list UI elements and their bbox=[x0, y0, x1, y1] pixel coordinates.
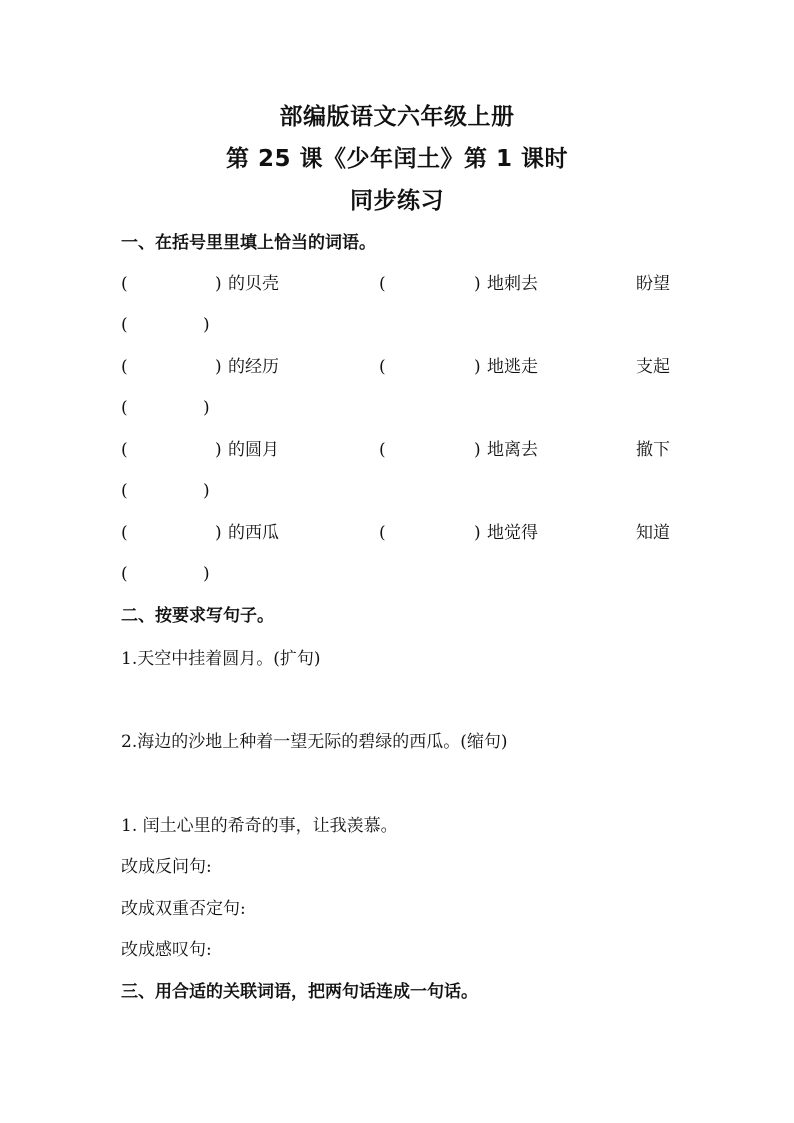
open-paren: ( bbox=[121, 357, 128, 377]
close-paren: ) bbox=[474, 523, 481, 543]
fill-row bbox=[0, 439, 794, 461]
phrase-b: 地刺去 bbox=[487, 274, 538, 294]
close-paren: ) bbox=[203, 564, 210, 584]
close-paren: ) bbox=[474, 440, 481, 460]
fill-row bbox=[0, 522, 794, 544]
phrase-c: 撤下 bbox=[636, 440, 670, 460]
close-paren: ) bbox=[203, 315, 210, 335]
open-paren: ( bbox=[379, 523, 386, 543]
fill-row-wrap bbox=[0, 397, 794, 419]
lesson-title: 第 25 课《少年闰土》第 1 课时 bbox=[225, 146, 569, 172]
phrase-a: 的西瓜 bbox=[228, 523, 279, 543]
phrase-c: 支起 bbox=[636, 357, 670, 377]
rewrite-rhetorical: 改成反问句: bbox=[121, 857, 212, 877]
fill-row bbox=[0, 273, 794, 295]
close-paren: ) bbox=[215, 523, 222, 543]
open-paren: ( bbox=[121, 481, 128, 501]
section1-heading: 一、在括号里里填上恰当的词语。 bbox=[121, 233, 376, 253]
fill-row-wrap bbox=[0, 563, 794, 585]
fill-row bbox=[0, 356, 794, 378]
doc-title: 部编版语文六年级上册 bbox=[279, 104, 515, 130]
question-rewrite: 1. 闰土心里的希奇的事，让我羡慕。 bbox=[121, 816, 398, 836]
open-paren: ( bbox=[379, 440, 386, 460]
close-paren: ) bbox=[474, 274, 481, 294]
close-paren: ) bbox=[215, 357, 222, 377]
open-paren: ( bbox=[121, 564, 128, 584]
open-paren: ( bbox=[121, 398, 128, 418]
phrase-b: 地觉得 bbox=[487, 523, 538, 543]
close-paren: ) bbox=[474, 357, 481, 377]
open-paren: ( bbox=[121, 274, 128, 294]
phrase-b: 地逃走 bbox=[487, 357, 538, 377]
doc-subtitle: 同步练习 bbox=[350, 188, 444, 214]
question-expand: 1.天空中挂着圆月。(扩句) bbox=[121, 649, 321, 669]
fill-row-wrap bbox=[0, 314, 794, 336]
phrase-a: 的贝壳 bbox=[228, 274, 279, 294]
close-paren: ) bbox=[215, 440, 222, 460]
open-paren: ( bbox=[121, 315, 128, 335]
close-paren: ) bbox=[215, 274, 222, 294]
rewrite-double-negative: 改成双重否定句: bbox=[121, 899, 246, 919]
open-paren: ( bbox=[121, 440, 128, 460]
open-paren: ( bbox=[379, 274, 386, 294]
fill-row-wrap bbox=[0, 480, 794, 502]
close-paren: ) bbox=[203, 481, 210, 501]
phrase-b: 地离去 bbox=[487, 440, 538, 460]
phrase-c: 知道 bbox=[636, 523, 670, 543]
phrase-c: 盼望 bbox=[636, 274, 670, 294]
open-paren: ( bbox=[121, 523, 128, 543]
phrase-a: 的圆月 bbox=[228, 440, 279, 460]
section2-heading: 二、按要求写句子。 bbox=[121, 606, 274, 626]
open-paren: ( bbox=[379, 357, 386, 377]
close-paren: ) bbox=[203, 398, 210, 418]
phrase-a: 的经历 bbox=[228, 357, 279, 377]
rewrite-exclamation: 改成感叹句: bbox=[121, 940, 212, 960]
question-shorten: 2.海边的沙地上种着一望无际的碧绿的西瓜。(缩句) bbox=[121, 732, 508, 752]
section3-heading: 三、用合适的关联词语，把两句话连成一句话。 bbox=[121, 982, 478, 1002]
